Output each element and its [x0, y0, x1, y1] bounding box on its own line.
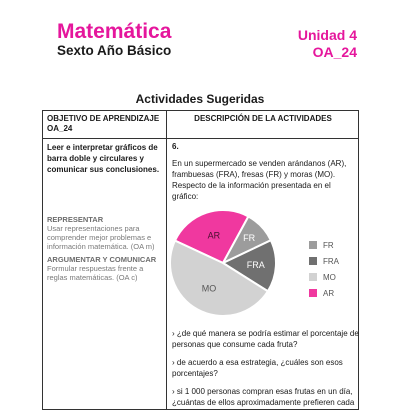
legend-label-ar: AR: [323, 289, 335, 298]
skill-label-representar: REPRESENTAR: [47, 215, 104, 224]
legend-swatch-mo: [309, 273, 317, 281]
col1-header: OBJETIVO DE APRENDIZAJE OA_24: [47, 114, 160, 133]
legend-swatch-fra: [309, 257, 317, 265]
legend-label-mo: MO: [323, 273, 336, 282]
legend-swatch-fr: [309, 241, 317, 249]
skill-label-argumentar: ARGUMENTAR Y COMUNICAR: [47, 255, 157, 264]
question-1: › ¿de qué manera se podría estimar el porcentaje de personas que consume cada fruta?: [172, 329, 359, 349]
pie-label-mo: MO: [201, 283, 217, 294]
question-3: › si 1 000 personas compran esas frutas en un día, ¿cuántas de ellos aproximadamente prefieren cada: [172, 387, 355, 407]
activities-table: [42, 110, 359, 410]
objective-text: Leer e interpretar gráficos de barra doble y circulares y comunicar sus conclusiones.: [47, 143, 160, 174]
activity-intro: En un supermercado se venden arándanos (AR), frambuesas (FRA), fresas (FR) y moras (MO). Respecto de la información presentada en el gráfico:: [172, 159, 347, 201]
legend-label-fr: FR: [323, 241, 334, 250]
pie-label-fra: FRA: [246, 259, 265, 270]
unit-label: Unidad 4: [297, 27, 357, 43]
col2-header: DESCRIPCIÓN DE LA ACTIVIDADES: [194, 114, 332, 123]
skill-text-representar: Usar representaciones para comprender mejor problemas e información matemática. (OA m): [47, 224, 155, 251]
question-2: › de acuerdo a esa estrategia, ¿cuáles son esos porcentajes?: [172, 358, 343, 378]
header-divider: [43, 138, 358, 139]
page-subtitle: Sexto Año Básico: [57, 43, 172, 58]
pie-chart: [170, 205, 360, 323]
oa-code: OA_24: [312, 44, 357, 60]
pie-label-fr: FR: [243, 233, 256, 244]
activity-number: 6.: [172, 142, 179, 151]
column-divider: [166, 111, 167, 409]
legend-swatch-ar: [309, 289, 317, 297]
legend-label-fra: FRA: [323, 257, 339, 266]
page-title: Matemática: [57, 20, 172, 43]
pie-label-ar: AR: [207, 230, 221, 241]
section-title: Actividades Sugeridas: [135, 92, 265, 106]
skill-text-argumentar: Formular respuestas frente a reglas matemáticas. (OA c): [47, 264, 144, 282]
